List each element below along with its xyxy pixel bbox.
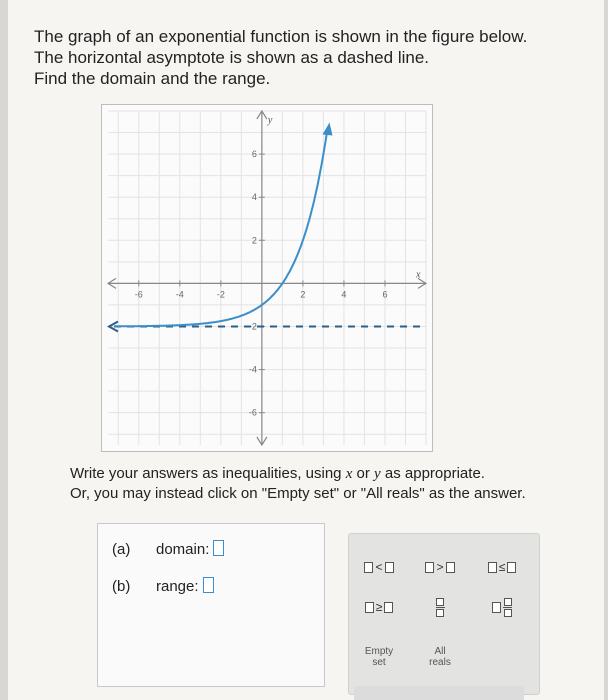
range-label: range: xyxy=(156,578,199,595)
part-b-label: (b) xyxy=(112,578,131,595)
blank-box-icon xyxy=(384,602,393,613)
empty-set-text xyxy=(365,646,393,668)
y-tick-label: -6 xyxy=(248,407,257,418)
blank-box-icon xyxy=(425,562,434,573)
all-reals-line-1: All xyxy=(434,646,446,657)
part-a-label: (a) xyxy=(112,541,131,558)
instructions-text-end: as appropriate. xyxy=(380,465,485,482)
blank-box-icon xyxy=(365,602,374,613)
all-reals-line-2: reals xyxy=(429,657,451,668)
y-tick-label: 6 xyxy=(251,149,257,160)
x-axis-label: x xyxy=(416,269,421,281)
problem-line-2: The horizontal asymptote is shown as a dashed line. xyxy=(34,48,430,67)
mixed-fraction-icon xyxy=(503,598,512,617)
instructions xyxy=(70,464,526,503)
x-tick-label: 6 xyxy=(382,289,388,300)
instructions-or: or xyxy=(352,465,375,482)
answer-panel xyxy=(97,523,325,687)
curve-arrow-up xyxy=(323,123,333,136)
y-tick-label: -2 xyxy=(248,321,257,332)
exponential-graph xyxy=(102,105,432,451)
x-tick-label: 2 xyxy=(300,289,306,300)
domain-row xyxy=(112,540,224,558)
blank-box-icon xyxy=(488,562,497,573)
less-than-button[interactable] xyxy=(352,554,406,580)
x-tick-label: -4 xyxy=(175,289,184,300)
graph-figure xyxy=(101,104,433,452)
symbol-palette xyxy=(348,533,540,695)
problem-page xyxy=(8,0,604,700)
all-reals-button[interactable] xyxy=(413,640,467,674)
x-tick-label: -6 xyxy=(134,289,143,300)
next-panel-edge xyxy=(354,686,524,700)
variable-y: y xyxy=(374,466,381,482)
x-tick-label: 4 xyxy=(341,289,347,300)
problem-line-1: The graph of an exponential function is shown in the figure below. xyxy=(34,27,528,46)
less-equal-button[interactable] xyxy=(475,554,529,580)
instructions-line-2: Or, you may instead click on "Empty set" or "All reals" as the answer. xyxy=(70,485,526,502)
fraction-icon xyxy=(436,598,445,617)
range-input[interactable] xyxy=(203,577,214,593)
greater-equal-button[interactable] xyxy=(352,594,406,620)
blank-box-icon xyxy=(507,562,516,573)
x-tick-label: -2 xyxy=(216,289,225,300)
blank-box-icon xyxy=(446,562,455,573)
y-axis-label: y xyxy=(267,115,273,126)
y-tick-label: 2 xyxy=(251,235,257,246)
empty-set-button[interactable] xyxy=(352,640,406,674)
y-tick-label: -4 xyxy=(248,364,257,375)
greater-equal-symbol: ≥ xyxy=(375,600,383,614)
problem-line-3: Find the domain and the range. xyxy=(34,69,271,88)
all-reals-text xyxy=(429,646,451,668)
fraction-button[interactable] xyxy=(413,594,467,620)
domain-label: domain: xyxy=(156,541,210,558)
instructions-line-1 xyxy=(70,464,526,484)
empty-set-line-2: set xyxy=(372,657,386,668)
greater-than-symbol: > xyxy=(436,560,444,574)
range-row xyxy=(112,577,214,595)
y-tick-label: 4 xyxy=(251,192,257,203)
empty-set-line-1: Empty xyxy=(364,646,394,657)
blank-box-icon xyxy=(492,602,501,613)
greater-than-button[interactable] xyxy=(413,554,467,580)
problem-statement xyxy=(34,26,594,89)
variable-x: x xyxy=(345,466,353,482)
less-equal-symbol: ≤ xyxy=(498,560,506,574)
blank-box-icon xyxy=(364,562,373,573)
domain-input[interactable] xyxy=(213,540,224,556)
less-than-symbol: < xyxy=(375,560,383,574)
mixed-number-button[interactable] xyxy=(475,594,529,620)
instructions-text: Write your answers as inequalities, using xyxy=(70,465,346,482)
blank-box-icon xyxy=(385,562,394,573)
